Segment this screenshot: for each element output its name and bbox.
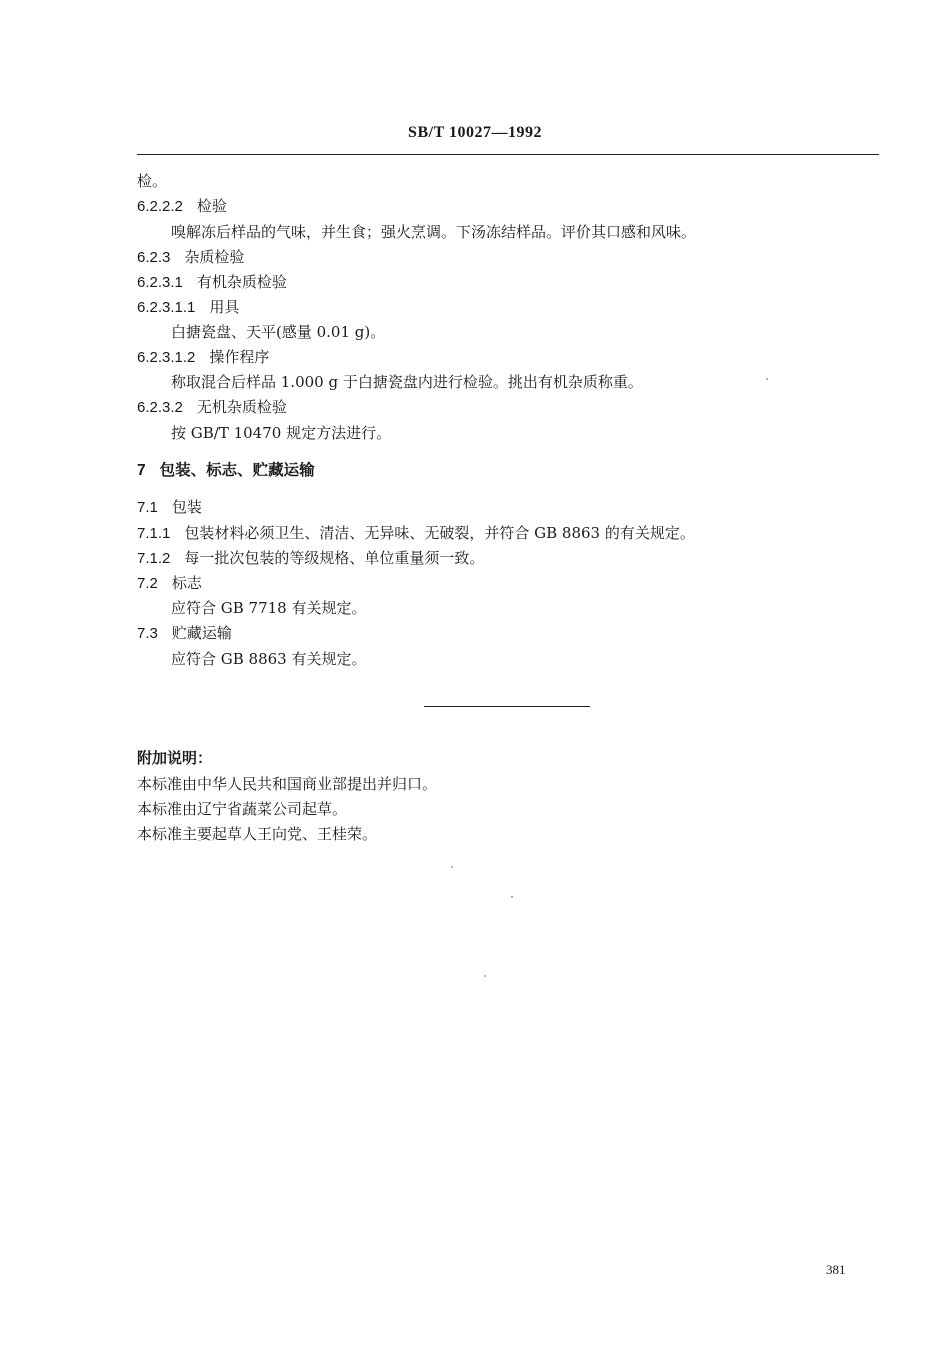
text-line: 7.1.2 每一批次包装的等级规格、单位重量须一致。	[137, 549, 485, 567]
section-heading: 6.2.2.2 检验	[137, 197, 227, 215]
text-line: 嗅解冻后样品的气味，并生食；强火烹调。下汤冻结样品。评价其口感和风味。	[171, 223, 697, 241]
scan-speck	[484, 975, 486, 977]
text-line: 称取混合后样品 1.000 g 于白搪瓷盘内进行检验。挑出有机杂质称重。	[171, 373, 643, 391]
note-line: 本标准主要起草人王向党、王桂荣。	[137, 825, 378, 843]
scan-speck	[511, 896, 513, 898]
section-heading: 6.2.3.1 有机杂质检验	[137, 273, 287, 291]
text-line: 检。	[137, 172, 168, 190]
section-heading: 6.2.3 杂质检验	[137, 248, 245, 266]
section-heading: 6.2.3.1.2 操作程序	[137, 348, 270, 366]
text-line: 7.1.1 包装材料必须卫生、清洁、无异味、无破裂，并符合 GB 8863 的有关规定。	[137, 524, 695, 542]
text-line: 按 GB/T 10470 规定方法进行。	[171, 424, 392, 442]
page-header: SB/T 10027—1992	[408, 124, 542, 141]
text-line: 白搪瓷盘、天平(感量 0.01 g)。	[171, 323, 386, 341]
section-heading: 6.2.3.1.1 用具	[137, 298, 240, 316]
section-heading: 7.3 贮藏运输	[137, 624, 232, 642]
chapter-heading: 7 包装、标志、贮藏运输	[137, 460, 315, 479]
note-line: 本标准由中华人民共和国商业部提出并归口。	[137, 775, 438, 793]
text-line: 应符合 GB 7718 有关规定。	[171, 599, 367, 617]
page-number: 381	[826, 1262, 846, 1277]
section-heading: 7.2 标志	[137, 574, 202, 592]
scan-speck	[766, 378, 768, 380]
section-heading: 6.2.3.2 无机杂质检验	[137, 398, 287, 416]
notes-heading: 附加说明：	[137, 749, 213, 767]
header-rule	[137, 154, 879, 155]
text-line: 应符合 GB 8863 有关规定。	[171, 650, 367, 668]
note-line: 本标准由辽宁省蔬菜公司起草。	[137, 800, 348, 818]
section-heading: 7.1 包装	[137, 498, 202, 516]
scan-speck	[451, 866, 453, 868]
end-rule	[424, 706, 590, 707]
